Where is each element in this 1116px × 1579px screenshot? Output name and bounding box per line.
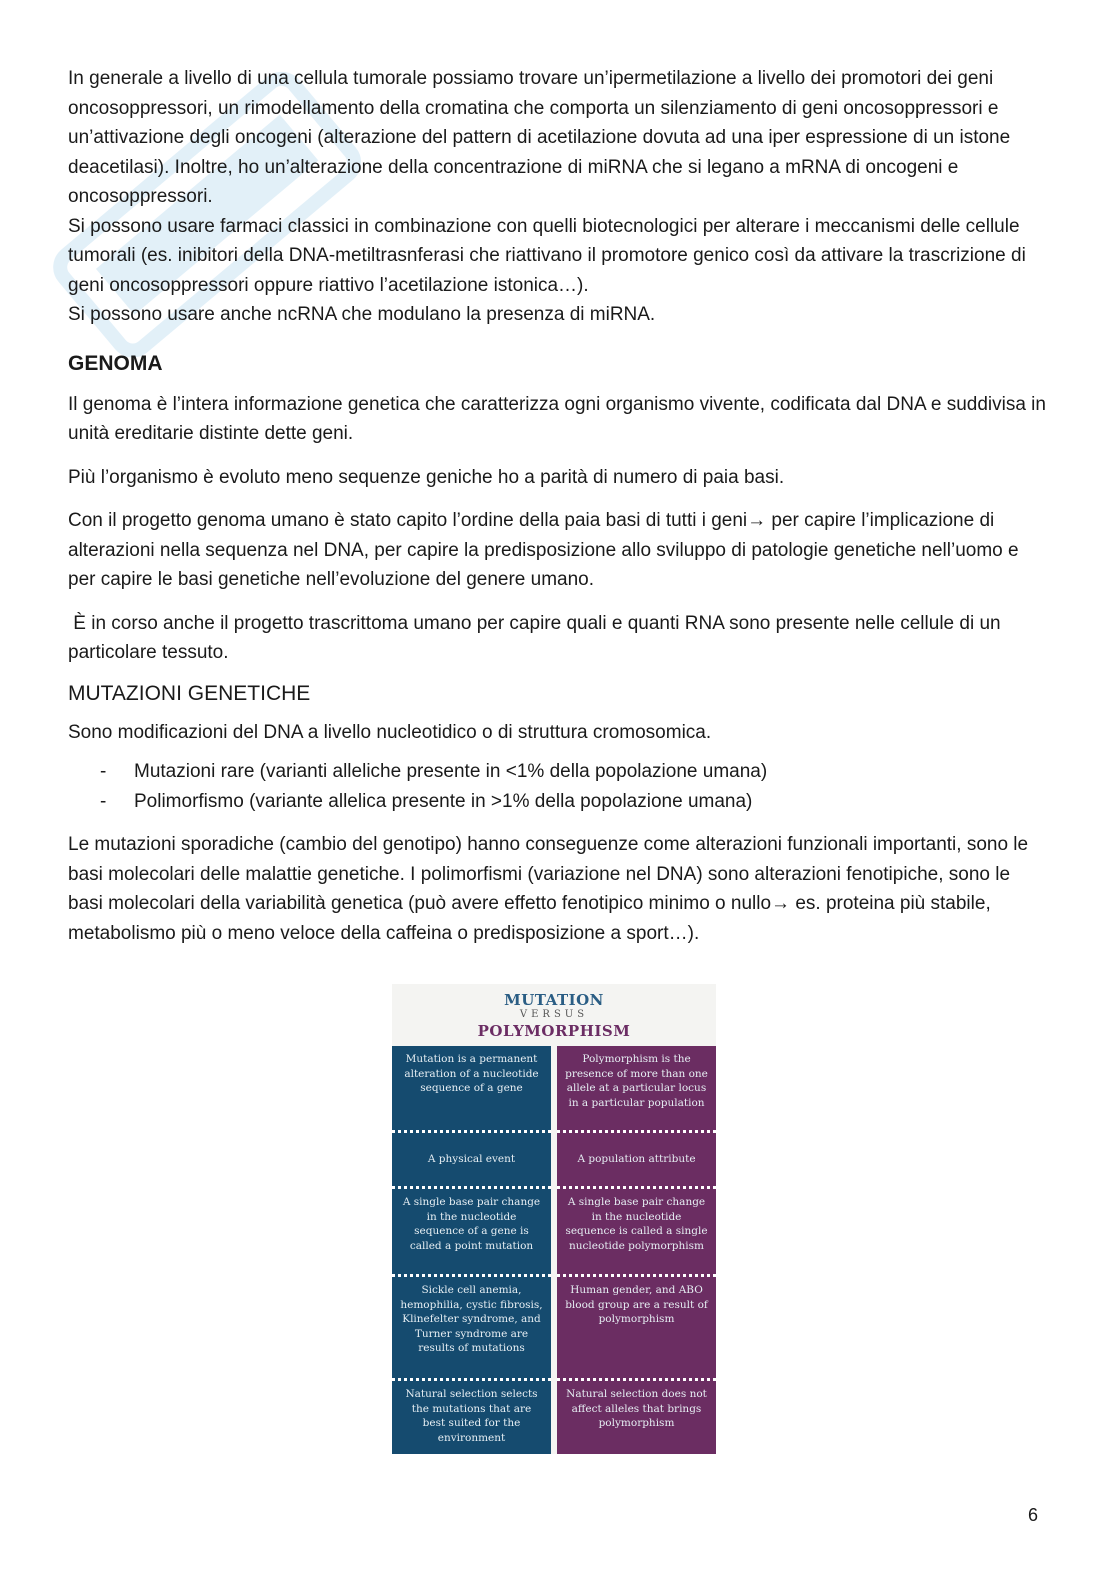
list-bullet: - xyxy=(100,790,107,812)
polymorphism-column xyxy=(557,1046,716,1454)
list-bullet: - xyxy=(100,761,107,782)
genoma-paragraph-1: Il genoma è l’intera informazione genetica che caratterizza ogni organismo vivente, codificata dal DNA e suddivisa in unità ereditarie distinte dette geni. xyxy=(68,393,1046,444)
page-content xyxy=(68,64,1050,948)
mutazioni-after-paragraph: Le mutazioni sporadiche (cambio del genotipo) hanno conseguenze come alterazioni funzionali importanti, sono le basi molecolari delle malattie genetiche. I polimorfismi (variazione nel DNA) sono alterazioni fenotipiche, sono le basi molecolari della variabilità genetica (può avere effetto fenotipico minimo o nullo→ es. proteina più stabile, metabolismo più o meno veloce della caffeina o predisposizione a sport…). xyxy=(68,834,1029,944)
mutation-cell: A physical event xyxy=(392,1133,551,1189)
intro-paragraph-1: In generale a livello di una cellula tumorale possiamo trovare un’ipermetilazione a livello dei promotori dei geni oncosoppressori, un rimodellamento della cromatina che comporta un silenziamento di geni oncosoppressori e un’attivazione degli oncogeni (alterazione del pattern di acetilazione dovuta ad una iper espressione di un istone deacetilasi). Inoltre, ho un’alterazione della concentrazione di miRNA che si legano a mRNA di oncogeni e oncosoppressori. xyxy=(68,68,1011,207)
mutazioni-list xyxy=(100,757,1050,816)
mutation-cell: A single base pair change in the nucleotide sequence of a gene is called a point mutation xyxy=(392,1189,551,1277)
genoma-paragraph-3: Con il progetto genoma umano è stato capito l’ordine della paia basi di tutti i geni→ per capire l’implicazione di alterazioni nella sequenza nel DNA, per capire la predisposizione allo sviluppo di patologie genetiche nell’uomo e per capire le basi genetiche nell’evoluzione del genere umano. xyxy=(68,510,1019,590)
polymorphism-cell: Human gender, and ABO blood group are a result of polymorphism xyxy=(557,1277,716,1381)
infographic-title-polymorphism: POLYMORPHISM xyxy=(477,1022,631,1040)
mutazioni-heading: MUTAZIONI GENETICHE xyxy=(68,681,311,705)
mutation-cell: Natural selection selects the mutations that are best suited for the environment xyxy=(405,1388,538,1444)
page-number: 6 xyxy=(1028,1505,1039,1525)
polymorphism-cell: A population attribute xyxy=(557,1133,716,1189)
intro-paragraph-2: Si possono usare farmaci classici in combinazione con quelli biotecnologici per alterare i meccanismi delle cellule tumorali (es. inibitori della DNA-metiltrasnferasi che riattivano il promotore genico così da attivare la trascrizione di geni oncosoppressori oppure riattivo l’acetilazione istonica…). xyxy=(68,215,1026,296)
mutation-column xyxy=(392,1046,551,1454)
genoma-paragraph-4: È in corso anche il progetto trascrittoma umano per capire quali e quanti RNA sono presente nelle cellule di un particolare tessuto. xyxy=(68,612,1006,663)
list-item-text: Mutazioni rare (varianti alleliche presente in <1% della popolazione umana) xyxy=(134,761,768,782)
mutation-cell: Mutation is a permanent alteration of a nucleotide sequence of a gene xyxy=(392,1046,551,1133)
mutation-cell: Sickle cell anemia, hemophilia, cystic fibrosis, Klinefelter syndrome, and Turner syndrome are results of mutations xyxy=(392,1277,551,1381)
list-item xyxy=(100,757,1050,787)
mutazioni-intro: Sono modificazioni del DNA a livello nucleotidico o di struttura cromosomica. xyxy=(68,721,712,743)
infographic-title-mutation: MUTATION xyxy=(504,991,604,1009)
list-item-text: Polimorfismo (variante allelica presente in >1% della popolazione umana) xyxy=(134,790,753,812)
genoma-paragraph-2: Più l’organismo è evoluto meno sequenze geniche ho a parità di numero di paia basi. xyxy=(68,466,785,488)
infographic-versus: VERSUS xyxy=(519,1009,589,1020)
infographic-header xyxy=(392,984,716,1046)
polymorphism-cell: Natural selection does not affect alleles that brings polymorphism xyxy=(566,1388,707,1429)
list-item xyxy=(100,787,1050,817)
intro-paragraph-3: Si possono usare anche ncRNA che modulano la presenza di miRNA. xyxy=(68,304,656,325)
mutation-vs-polymorphism-infographic xyxy=(392,984,716,1454)
polymorphism-cell: Polymorphism is the presence of more than one allele at a particular locus in a particular population xyxy=(557,1046,716,1133)
genoma-heading: GENOMA xyxy=(68,351,163,375)
infographic-grid xyxy=(392,1046,716,1454)
polymorphism-cell: A single base pair change in the nucleotide sequence is called a single nucleotide polymorphism xyxy=(557,1189,716,1277)
